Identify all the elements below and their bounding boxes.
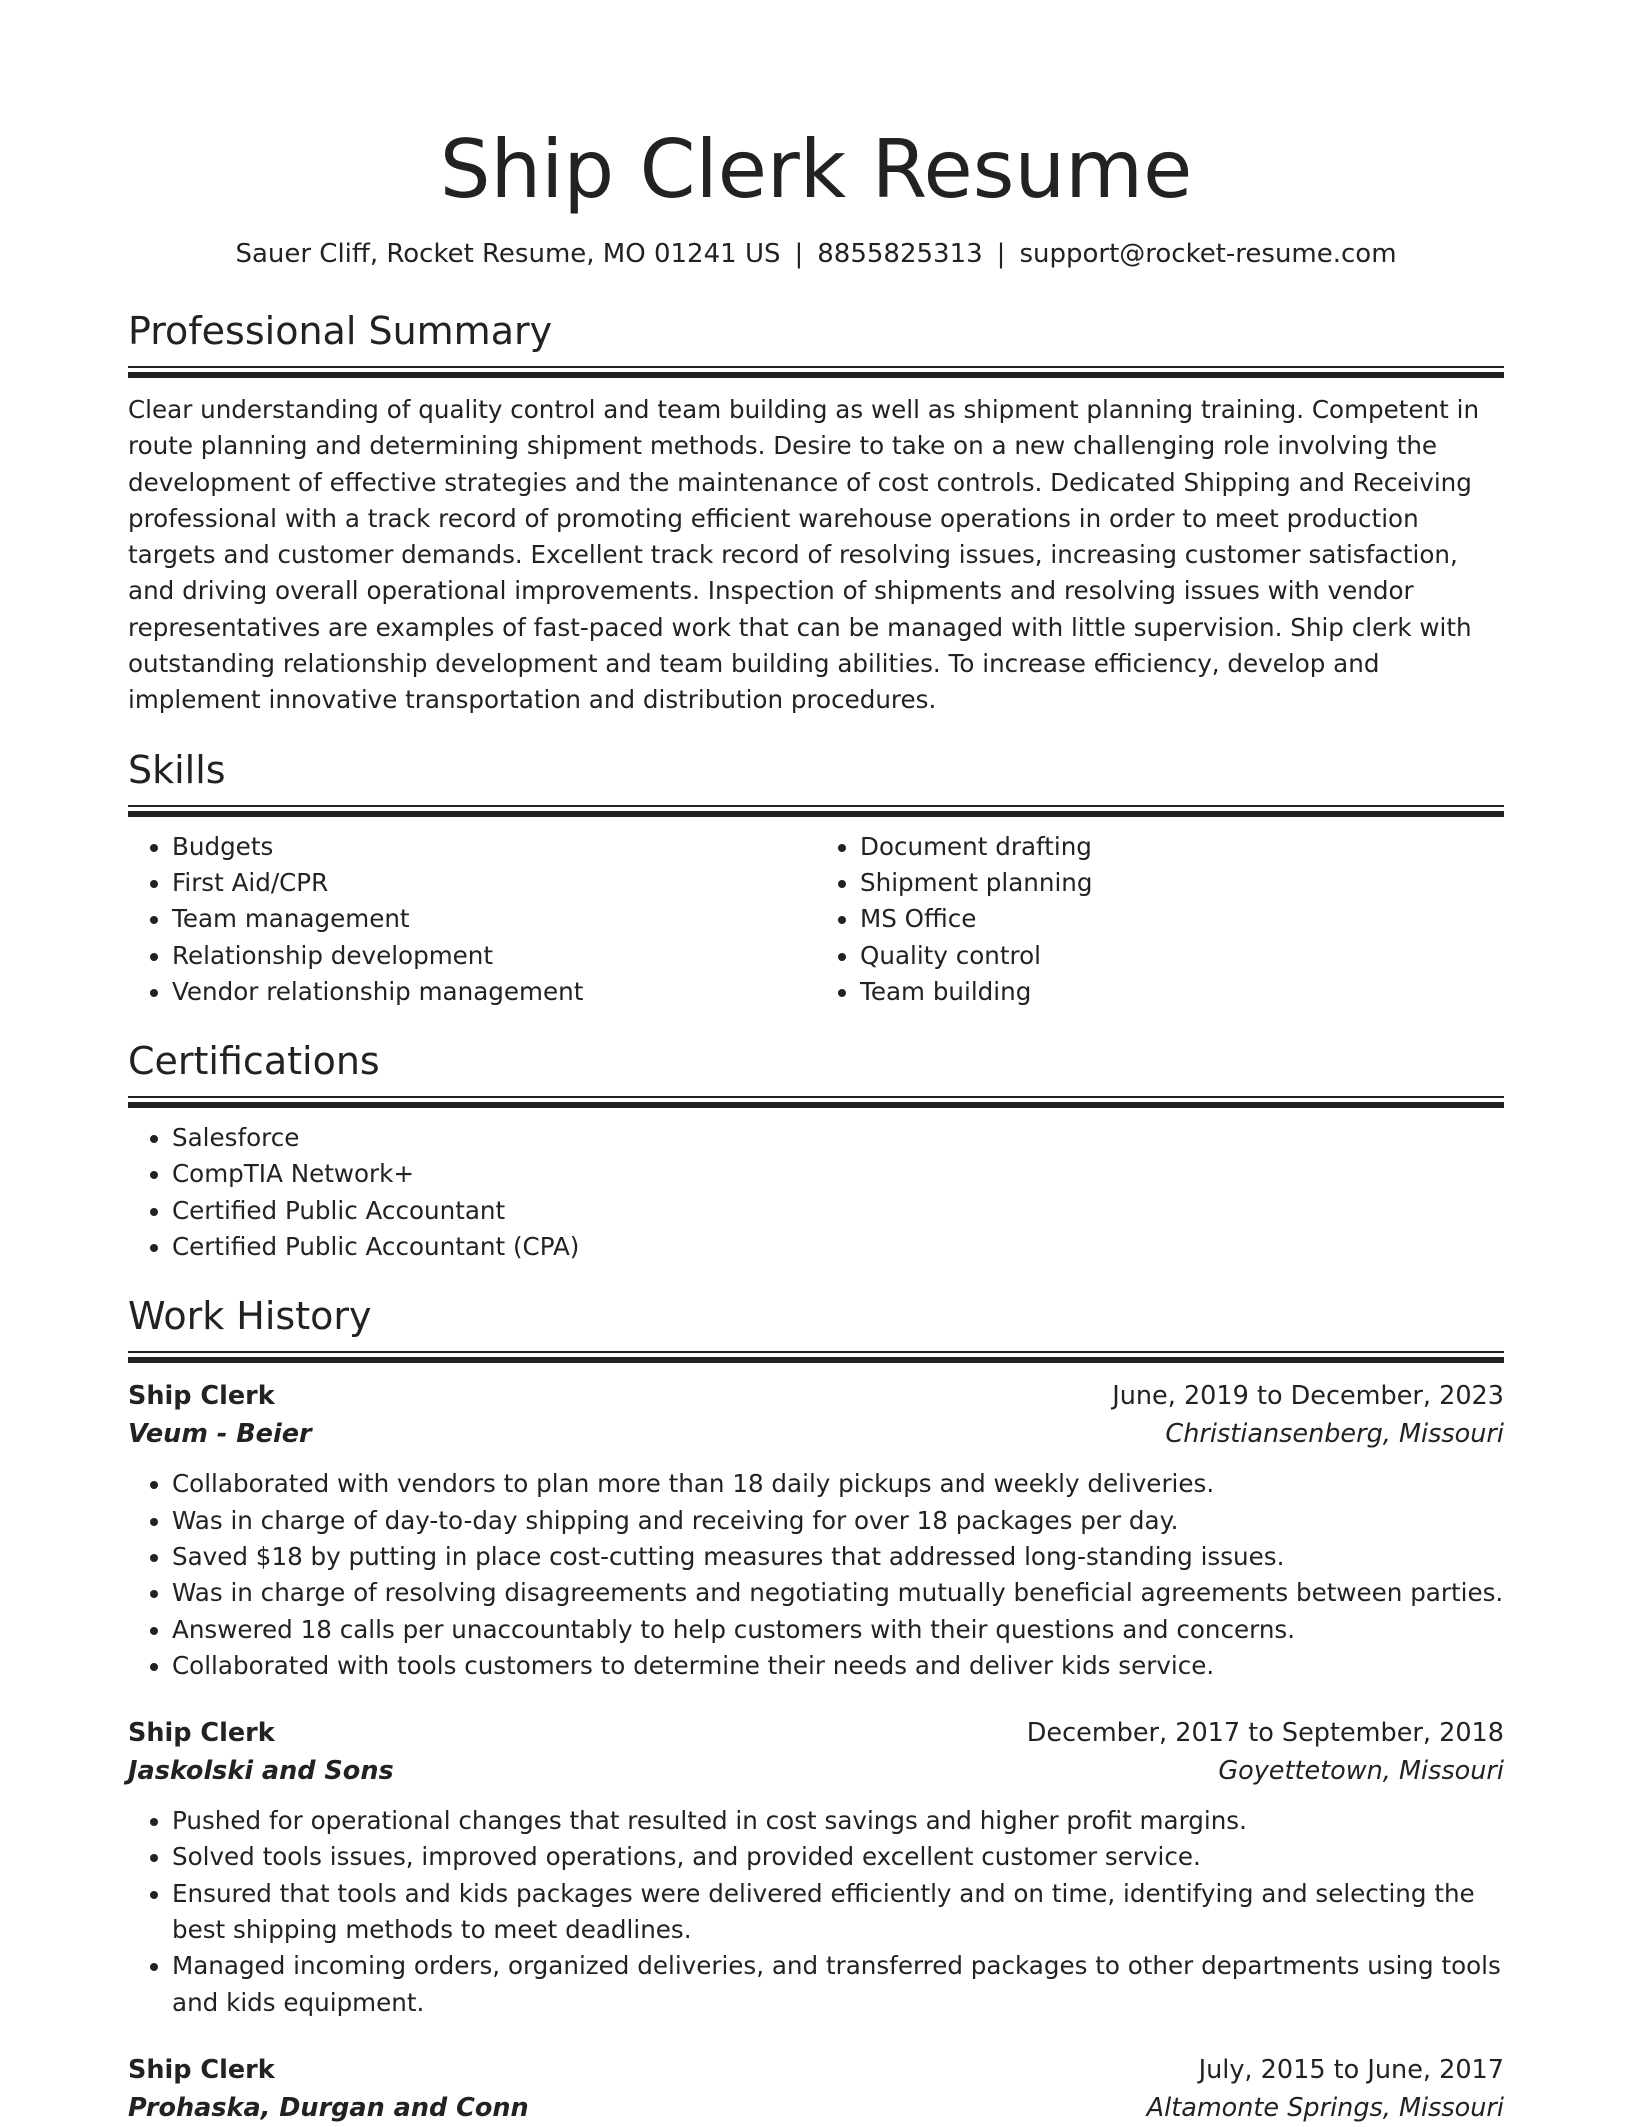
job-subheader (128, 1752, 1504, 1790)
certification-item: • Certified Public Accountant (172, 1193, 1504, 1229)
section-divider (128, 1096, 1504, 1108)
certification-item: • Certified Public Accountant (CPA) (172, 1229, 1504, 1265)
skill-item: • Document drafting (860, 829, 1504, 865)
job-subheader (128, 2089, 1504, 2127)
certifications-section (128, 1036, 1504, 1265)
skill-item: • Team management (172, 901, 816, 937)
contact-address: Sauer Cliff, Rocket Resume, MO 01241 US (235, 239, 781, 269)
job-location: Christiansenberg, Missouri (1165, 1419, 1504, 1450)
certification-item: • CompTIA Network+ (172, 1156, 1504, 1192)
job-bullet: • Collaborated with vendors to plan more than 18 daily pickups and weekly deliveries. (172, 1466, 1504, 1502)
skill-item: • Budgets (172, 829, 816, 865)
job-dates: December, 2017 to September, 2018 (1026, 1718, 1504, 1749)
skills-columns (128, 829, 1504, 1010)
contact-line (128, 236, 1504, 272)
work-history-heading: Work History (128, 1294, 372, 1339)
summary-text: Clear understanding of quality control and team building as well as shipment planning training. Competent in route planning and determining shipment methods. Desire to take on a new challenging role involving the development of effective strategies and the maintenance of cost controls. Dedicated Shipping and Receiving professional with a track record of promoting efficient warehouse operations in order to meet production targets and customer demands. Excellent track record of resolving issues, increasing customer satisfaction, and driving overall operational improvements. Inspection of shipments and resolving issues with vendor representatives are examples of fast-paced work that can be managed with little supervision. Ship clerk with outstanding relationship development and team building abilities. To increase efficiency, develop and implement innovative transportation and distribution procedures. (128, 395, 1480, 715)
job-company: Jaskolski and Sons (128, 1756, 394, 1787)
job-bullet: • Answered 18 calls per unaccountably to help customers with their questions and concerns. (172, 1612, 1504, 1648)
skills-heading: Skills (128, 747, 226, 792)
skill-item: • MS Office (860, 901, 1504, 937)
job-bullets (128, 1803, 1504, 2021)
page-title: Ship Clerk Resume (439, 123, 1193, 216)
job-bullet: • Was in charge of day-to-day shipping and receiving for over 18 packages per day. (172, 1503, 1504, 1539)
job-location: Altamonte Springs, Missouri (1146, 2092, 1504, 2123)
job-entry (128, 1377, 1504, 1684)
job-bullet: • Pushed for operational changes that resulted in cost savings and higher profit margins. (172, 1803, 1504, 1839)
contact-separator: | (996, 239, 1006, 269)
job-bullet: • Saved $18 by putting in place cost-cutting measures that addressed long-standing issues. (172, 1539, 1504, 1575)
skill-item: • First Aid/CPR (172, 865, 816, 901)
skills-right-list (816, 829, 1504, 1010)
section-divider (128, 366, 1504, 378)
job-company: Prohaska, Durgan and Conn (128, 2092, 529, 2123)
contact-email: support@rocket-resume.com (1019, 239, 1397, 269)
section-divider (128, 805, 1504, 817)
work-history-section (128, 1291, 1504, 2127)
job-dates: June, 2019 to December, 2023 (1112, 1381, 1504, 1412)
skill-item: • Relationship development (172, 938, 816, 974)
job-entry (128, 2051, 1504, 2127)
job-header (128, 2051, 1504, 2089)
resume-page (128, 0, 1504, 2127)
job-title: Ship Clerk (128, 2054, 275, 2085)
job-title: Ship Clerk (128, 1381, 275, 1412)
job-bullet: • Solved tools issues, improved operations, and provided excellent customer service. (172, 1839, 1504, 1875)
job-header (128, 1377, 1504, 1415)
certifications-heading: Certifications (128, 1039, 380, 1084)
skill-item: • Vendor relationship management (172, 974, 816, 1010)
skill-item: • Shipment planning (860, 865, 1504, 901)
certifications-list (128, 1120, 1504, 1265)
job-company: Veum - Beier (128, 1419, 312, 1450)
job-bullet: • Was in charge of resolving disagreements and negotiating mutually beneficial agreements between parties. (172, 1575, 1504, 1611)
contact-phone: 8855825313 (817, 239, 983, 269)
job-title: Ship Clerk (128, 1718, 275, 1749)
summary-section (128, 306, 1504, 719)
job-header (128, 1714, 1504, 1752)
job-entry (128, 1714, 1504, 2021)
contact-separator: | (794, 239, 804, 269)
skill-item: • Team building (860, 974, 1504, 1010)
job-bullets (128, 1466, 1504, 1684)
job-location: Goyettetown, Missouri (1218, 1756, 1504, 1787)
job-bullet: • Collaborated with tools customers to determine their needs and deliver kids service. (172, 1648, 1504, 1684)
job-bullet: • Ensured that tools and kids packages were delivered efficiently and on time, identifying and selecting the best shipping methods to meet deadlines. (172, 1876, 1504, 1949)
skill-item: • Quality control (860, 938, 1504, 974)
certification-item: • Salesforce (172, 1120, 1504, 1156)
job-bullet: • Managed incoming orders, organized deliveries, and transferred packages to other departments using tools and kids equipment. (172, 1948, 1504, 2021)
summary-heading: Professional Summary (128, 309, 553, 353)
job-subheader (128, 1415, 1504, 1453)
job-dates: July, 2015 to June, 2017 (1198, 2054, 1504, 2085)
skills-left-list (128, 829, 816, 1010)
section-divider (128, 1351, 1504, 1363)
skills-section (128, 745, 1504, 1010)
